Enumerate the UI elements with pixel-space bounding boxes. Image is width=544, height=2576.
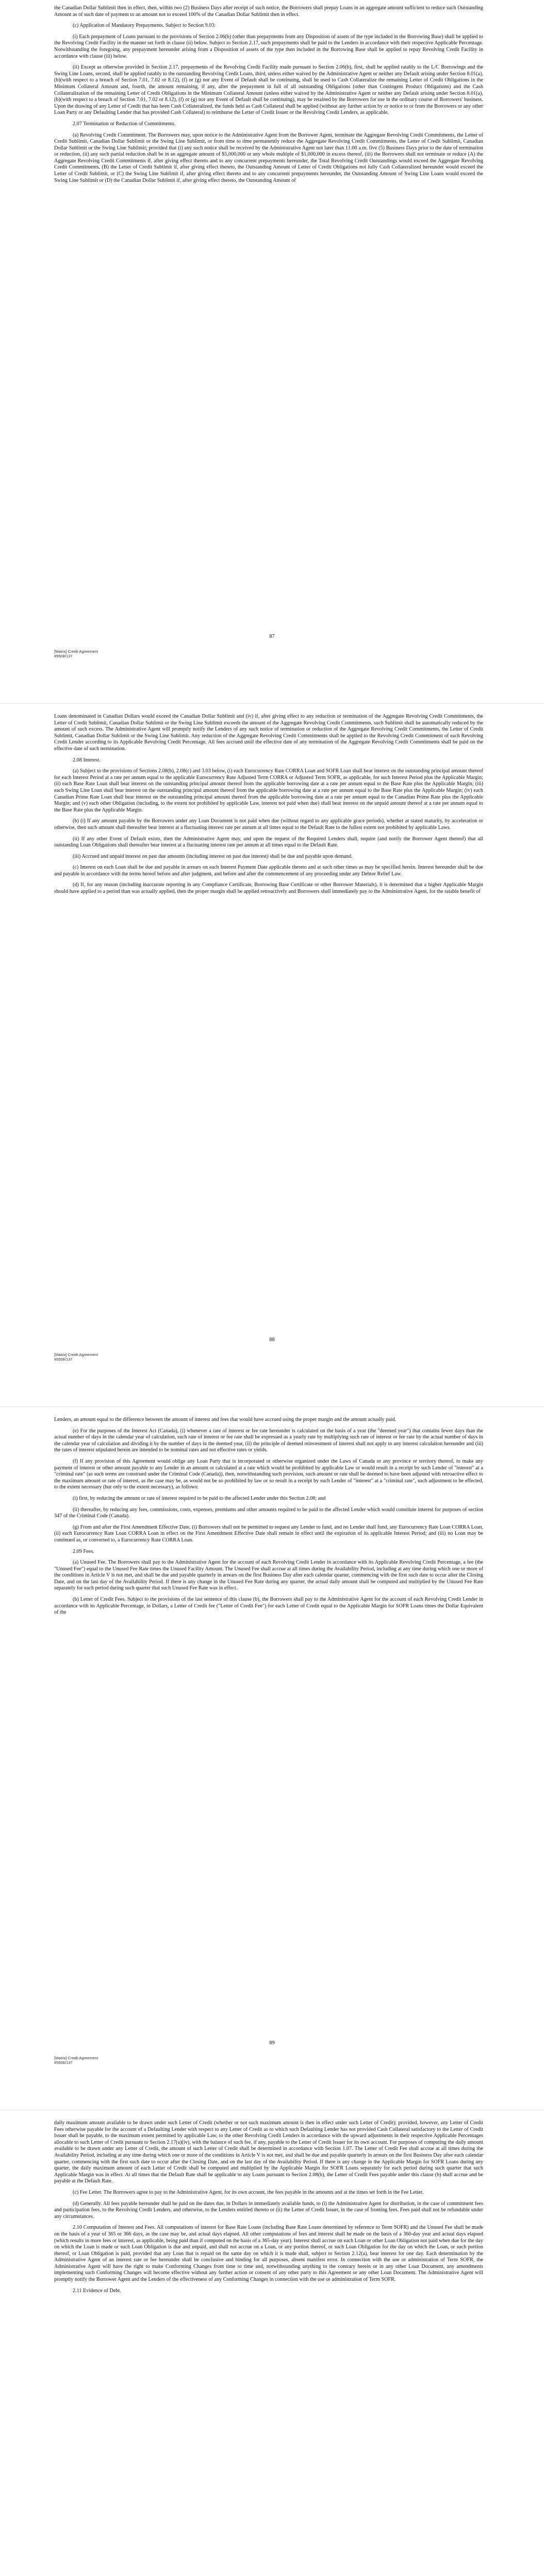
paragraph: (i) first, by reducing the amount or rate of interest required to be paid to the affected Lender under this Section 2.08; and [73,1495,326,1501]
page-87-body [54,5,483,189]
footer-title: [Matrix] Credit Agreement [54,649,98,654]
paragraph: (a) Revolving Credit Commitment. The Borrowers may, upon notice to the Administrative Agent from the Borrower Agent, terminate the Aggregate Revolving Credit Commitments, the Letter of Credit Sublimit, Canadian Dollar Sublimit or the Swing Line Sublimit, or from time to time permanently reduce the Aggregate Revolving Credit Commitments, the Letter of Credit Sublimit, Canadian Dollar Sublimit or the Swing Line Sublimit; provided that (i) any such notice shall be received by the Administrative Agent not later than 11:00 a.m. five (5) Business Days prior to the date of termination or reduction, (ii) any such partial reduction shall be in an aggregate amount of $5,000,000 or any whole multiple of $1,000,000 in excess thereof, (iii) the Borrowers shall not terminate or reduce (A) the Aggregate Revolving Credit Commitments if, after giving effect thereto and to any concurrent prepayments hereunder, the Total Revolving Credit Outstandings would exceed the Aggregate Revolving Credit Commitments, (B) the Letter of Credit Sublimit if, after giving effect thereto, the Outstanding Amount of Letter of Credit Obligations not fully Cash Collateralized hereunder would exceed the Letter of Credit Sublimit, or (C) the Swing Line Sublimit if, after giving effect thereto and to any concurrent prepayments hereunder, the Outstanding Amount of Swing Line Loans would exceed the Swing Line Sublimit or (D) the Canadian Dollar Sublimit if, after giving effect thereto, the Outstanding Amount of [54,132,483,183]
page-89-body [54,1417,483,1621]
paragraph: (iii) Accrued and unpaid interest on past due amounts (including interest on past due interest) shall be due and payable upon demand. [73,853,353,859]
paragraph: (ii) thereafter, by reducing any fees, commissions, costs, expenses, premiums and other amounts required to be paid to the affected Lender which would constitute interest for purposes of section 347 of the Criminal Code (Canada). [54,1506,483,1519]
paragraph: the Canadian Dollar Sublimit then in effect, then, within two (2) Business Days after receipt of such notice, the Borrowers shall prepay Loans in an aggregate amount sufficient to reduce such Outstanding Amount as of such date of payment to an amount not to exceed 100% of the Canadian Dollar Sublimit then in effect. [54,5,483,18]
paragraph: (c) Fee Letter. The Borrowers agree to pay to the Administrative Agent, for its own account, the fees payable in the amounts and at the times set forth in the Fee Letter. [73,2189,424,2195]
section-heading: (c) Application of Mandatory Prepayments. Subject to Section 9.03: [73,23,216,29]
footer [54,2056,98,2065]
page-number: 89 [269,2040,275,2046]
paragraph: (g) From and after the First Amendment Effective Date, (i) Borrowers shall not be permitted to request any Lender to fund, and no Lender shall fund, any Eurocurrency Rate Loan CORRA Loan, (ii) each Eurocurrency Rate Loan CORRA Loan in effect on the First Amendment Effective Date shall remain in effect until the expiration of its applicable Interest Period; and (iii) no Loan may be continued as, or converted to, a Eurocurrency Rate CORRA Loan. [54,1524,483,1543]
paragraph: (d) If, for any reason (including inaccurate reporting in any Compliance Certificate, Borrowing Base Certificate or other Borrower Materials), it is determined that a higher Applicable Margin should have applied to a period than was actually applied, then the proper margin shall be applied retroactively and Borrowers shall immediately pay to the Administrative Agent, for the ratable benefit of [54,882,483,895]
paragraph: daily maximum amount available to be drawn under such Letter of Credit (whether or not such maximum amount is then in effect under such Letter of Credit); provided, however, any Letter of Credit Fees otherwise payable for the account of a Defaulting Lender with respect to any Letter of Credit as to which such Defaulting Lender has not provided Cash Collateral satisfactory to the Letter of Credit Issuer shall be payable, to the maximum extent permitted by applicable Law, to the other Revolving Credit Lenders in accordance with the upward adjustments in their respective Applicable Percentages allocable to such Letter of Credit pursuant to Section 2.17(a)(iv), with the balance of such fee, if any, payable to the Letter of Credit Issuer for its own account. For purposes of computing the daily amount available to be drawn under any Letter of Credit, the amount of such Letter of Credit shall be determined in accordance with Section 1.07. The Letter of Credit Fee shall accrue at all times during the Availability Period, including at any time during which one or more of the conditions in Article V is not met, and shall be due and payable quarterly in arrears on the first Business Day after each calendar quarter, commencing with the first such date to occur after the Closing Date, and on the last day of the Availability Period. If there is any change in the Applicable Margin for SOFR Loans during any quarter, the daily maximum amount of each Letter of Credit shall be computed and multiplied by the Applicable Margin for SOFR Loans separately for each period during such quarter that such Applicable Margin was in effect. At all times that the Default Rate shall be applicable to any Loans pursuant to Section 2.08(b), the Letter of Credit Fees payable under this clause (b) shall accrue and be payable at the Default Rate. [54,2120,483,2184]
page-88-body [54,714,483,900]
paragraph: (ii) If any other Event of Default exists, then the Administrative Agent may, and upon the request of the Required Lenders shall, require (and notify the Borrower Agent thereof) that all outstanding Loan Obligations shall thereafter bear interest at a fluctuating interest rate per annum at all times equal to the Default Rate. [54,836,483,849]
section-heading: 2.11 Evidence of Debt. [73,2287,121,2294]
footer-id: #9508/137 [54,1357,73,1362]
paragraph: 2.10 Computation of Interest and Fees. All computations of interest for Base Rate Loans (including Base Rate Loans determined by reference to Term SOFR) and the Unused Fee shall be made on the basis of a year of 365 or 366 days, as the case may be, and actual days elapsed. All other computations of fees and interest shall be made on the basis of a 360-day year and actual days elapsed (which results in more fees or interest, as applicable, being paid than if computed on the basis of a 365-day year). Interest shall accrue on each Loan or other Loan Obligation not paid when due for the day on which the Loan is made or such Loan Obligation is due and unpaid, and shall not accrue on a Loan, or any portion thereof, or such Loan Obligation for the day on which the Loan, or such portion thereof, or Loan Obligation is paid, provided that any Loan that is repaid on the same day on which it is made shall, subject to Section 2.12(a), bear interest for one day. Each determination by the Administrative Agent of an interest rate or fee hereunder shall be conclusive and binding for all purposes, absent manifest error. In connection with the use or administration of Term SOFR, the Administrative Agent will have the right to make Conforming Changes from time to time and, notwithstanding anything to the contrary herein or in any other Loan Document, any amendments implementing such Conforming Changes will become effective without any further action or consent of any other party to this Agreement or any other Loan Document. The Administrative Agent will promptly notify the Borrower Agent and the Lenders of the effectiveness of any Conforming Changes in connection with the use or administration of Term SOFR. [54,2225,483,2283]
footer [54,1352,98,1362]
paragraph: (e) For the purposes of the Interest Act (Canada), (i) whenever a rate of interest or fee rate hereunder is calculated on the basis of a year (the "deemed year") that contains fewer days than the actual number of days in the calendar year of calculation, such rate of interest or fee rate shall be expressed as a yearly rate by multiplying such rate of interest or fee rate by the actual number of days in the calendar year of calculation and dividing it by the number of days in the deemed year, (ii) the principle of deemed reinvestment of interest shall not apply to any interest calculation hereunder and (iii) the rates of interest stipulated herein are intended to be nominal rates and not effective rates or yields. [54,1428,483,1453]
paragraph: (c) Interest on each Loan shall be due and payable in arrears on each Interest Payment Date applicable thereto and at such other times as may be specified herein. Interest hereunder shall be due and payable in accordance with the terms hereof before and after judgment, and before and after the commencement of any proceeding under any Debtor Relief Law. [54,865,483,877]
section-heading: 2.09 Fees. [73,1548,94,1554]
footer-id: #9508/137 [54,654,73,658]
page-divider [0,1406,544,1407]
paragraph: Lenders, an amount equal to the difference between the amount of interest and fees that would have accrued using the proper margin and the amount actually paid. [54,1417,397,1422]
paragraph: (b) (i) If any amount payable by the Borrowers under any Loan Document is not paid when due (without regard to any applicable grace periods), whether at stated maturity, by acceleration or otherwise, then such amount shall thereafter bear interest at a fluctuating interest rate per annum at all times equal to the Default Rate to the fullest extent not prohibited by applicable Laws. [54,818,483,831]
section-heading: 2.08 Interest. [73,757,101,763]
paragraph: (b) Letter of Credit Fees. Subject to the provisions of the last sentence of this clause (b), the Borrowers shall pay to the Administrative Agent for the account of each Revolving Credit Lender in accordance with its Applicable Percentage, in Dollars, a Letter of Credit fee ("Letter of Credit Fee") for each Letter of Credit equal to the Applicable Margin for SOFR Loans times the Dollar Equivalent of the [54,1597,483,1616]
footer-id: #9508/137 [54,2060,73,2065]
page-divider [0,703,544,704]
page-number: 88 [269,1337,275,1343]
page-number: 87 [269,634,275,639]
footer-title: [Matrix] Credit Agreement [54,2056,98,2060]
footer [54,649,98,658]
paragraph: (d) Generally. All fees payable hereunder shall be paid on the dates due, in Dollars in immediately available funds, to (i) the Administrative Agent for distribution, in the case of commitment fees and participation fees, to the Revolving Credit Lenders, and otherwise, to the Lenders entitled thereto or (ii) the Letter of Credit Issuer, in the case of fronting fees. Fees paid shall not be refundable under any circumstances. [54,2200,483,2219]
paragraph: (a) Unused Fee. The Borrowers shall pay to the Administrative Agent for the account of each Revolving Credit Lender in accordance with its Applicable Revolving Credit Percentage, a fee (the "Unused Fee") equal to the Unused Fee Rate times the Unused Facility Amount. The Unused Fee shall accrue at all times during the Availability Period, including at any time during which one or more of the conditions in Article V is not met, and shall be due and payable quarterly in arrears on the first Business Day after each calendar quarter, commencing with the first such date to occur after the Closing Date, and on the last day of the Availability Period. If there is any change in the Unused Fee Rate during any quarter, the actual daily amount shall be computed and multiplied by the Unused Fee Rate separately for each period during such quarter that such Unused Fee Rate was in effect. [54,1560,483,1591]
paragraph: (i) Each prepayment of Loans pursuant to the provisions of Section 2.06(b) (other than prepayments from any Disposition of assets of the type included in the Borrowing Base) shall be applied to the Revolving Credit Facility in the manner set forth in clause (ii) below. Subject to Section 2.17, such prepayments shall be paid to the Lenders in accordance with their respective Applicable Percentage. Notwithstanding the foregoing, any prepayment hereunder arising from a Disposition of assets of the type then included in the Borrowing Base shall be applied to repay Revolving Credit Facility in accordance with clause (iii) below. [54,33,483,59]
paragraph: Loans denominated in Canadian Dollars would exceed the Canadian Dollar Sublimit and (iv) if, after giving effect to any reduction or termination of the Aggregate Revolving Credit Commitments, the Letter of Credit Sublimit, Canadian Dollar Sublimit or the Swing Line Sublimit exceeds the amount of the Aggregate Revolving Credit Commitments, such Sublimit shall be automatically reduced by the amount of such excess. The Administrative Agent will promptly notify the Lenders of any such notice of termination or reduction of the Aggregate Revolving Credit Commitments, the Letter of Credit Sublimit, Canadian Dollar Sublimit or the Swing Line Sublimit. Any reduction of the Aggregate Revolving Credit Commitments shall be applied to the Revolving Credit Commitment of each Revolving Credit Lender according to its Applicable Revolving Credit Percentage. All fees accrued until the effective date of any termination of the Aggregate Revolving Credit Commitments shall be paid on the effective date of such termination. [54,714,483,752]
page-90-body [54,2120,483,2299]
section-heading: 2.07 Termination or Reduction of Commitments. [73,121,176,127]
paragraph: (a) Subject to the provisions of Sections 2.08(b), 2.08(c) and 3.03 below, (i) each Eurocurrency Rate CORRA Loan and SOFR Loan shall bear interest on the outstanding principal amount thereof for each Interest Period at a rate per annum equal to the applicable Eurocurrency Rate Adjusted Term CORRA or Adjusted Term SOFR, as applicable, for such Interest Period plus the Applicable Margin; (ii) each Base Rate Loan shall bear interest on the outstanding principal amount thereof from the applicable borrowing date at a rate per annum equal to the Base Rate plus the Applicable Margin; (iii) each Swing Line Loan shall bear interest on the outstanding principal amount thereof from the applicable borrowing date at a rate per annum equal to the Base Rate plus the Applicable Margin; (iv) each Canadian Prime Rate Loan shall bear interest on the outstanding principal amount thereof from the applicable borrowing date at a rate per annum equal to the Canadian Prime Rate plus the Applicable Margin; and (v) each other Obligation (including, to the extent not prohibited by applicable Law, interest not paid when due) shall bear interest on the unpaid amount thereof at a rate per annum equal to the Base Rate plus the Applicable Margin. [54,768,483,813]
footer-title: [Matrix] Credit Agreement [54,1352,98,1357]
paragraph: (ii) Except as otherwise provided in Section 2.17, prepayments of the Revolving Credit Facility made pursuant to Section 2.06(b), first, shall be applied ratably to the L/C Borrowings and the Swing Line Loans, second, shall be applied ratably to the outstanding Revolving Credit Loans, third, unless either waived by the Administrative Agent or neither any Default arising under Section 8.01(a), (b)(with respect to a breach of Section 7.01, 7.02 or 8.12), (f) or (g) nor any Event of Default shall be continuing, shall be used to Cash Collateralize the remaining Letter of Credit Obligations in the Minimum Collateral Amount and, fourth, the amount remaining, if any, after the prepayment in full of all outstanding Obligations (other than Contingent Product Obligations) and the Cash Collateralization of the remaining Letter of Credit Obligations in the Minimum Collateral Amount (unless either waived by the Administrative Agent or neither any Default arising under Section 8.01(a), (b)(with respect to a breach of Section 7.01, 7.02 or 8.12), (f) or (g) nor any Event of Default shall be continuing), may be retained by the Borrowers for use in the ordinary course of Borrowers' business. Upon the drawing of any Letter of Credit that has been Cash Collateralized, the funds held as Cash Collateral shall be applied (without any further action by or notice to or from the Borrowers or any other Loan Party or any Defaulting Lender that has provided Cash Collateral) to reimburse the Letter of Credit Issuer or the Revolving Credit Lenders, as applicable. [54,64,483,116]
paragraph: (f) If any provision of this Agreement would oblige any Loan Party that is incorporated or otherwise organized under the Laws of Canada or any province or territory thereof, to make any payment of interest or other amount payable to any Lender in an amount or calculated at a rate which would be prohibited by applicable Law or would result in a receipt by such Lender of "interest" at a "criminal rate" (as such terms are construed under the Criminal Code (Canada)), then, notwithstanding such provision, such amount or rate shall be deemed to have been adjusted with retroactive effect to the maximum amount or rate of interest, as the case may be, as would not be so prohibited by law or so result in a receipt by such Lender of "interest" at a "criminal rate", such adjustment to be effected, to the extent necessary (but only to the extent necessary), as follows: [54,1458,483,1490]
